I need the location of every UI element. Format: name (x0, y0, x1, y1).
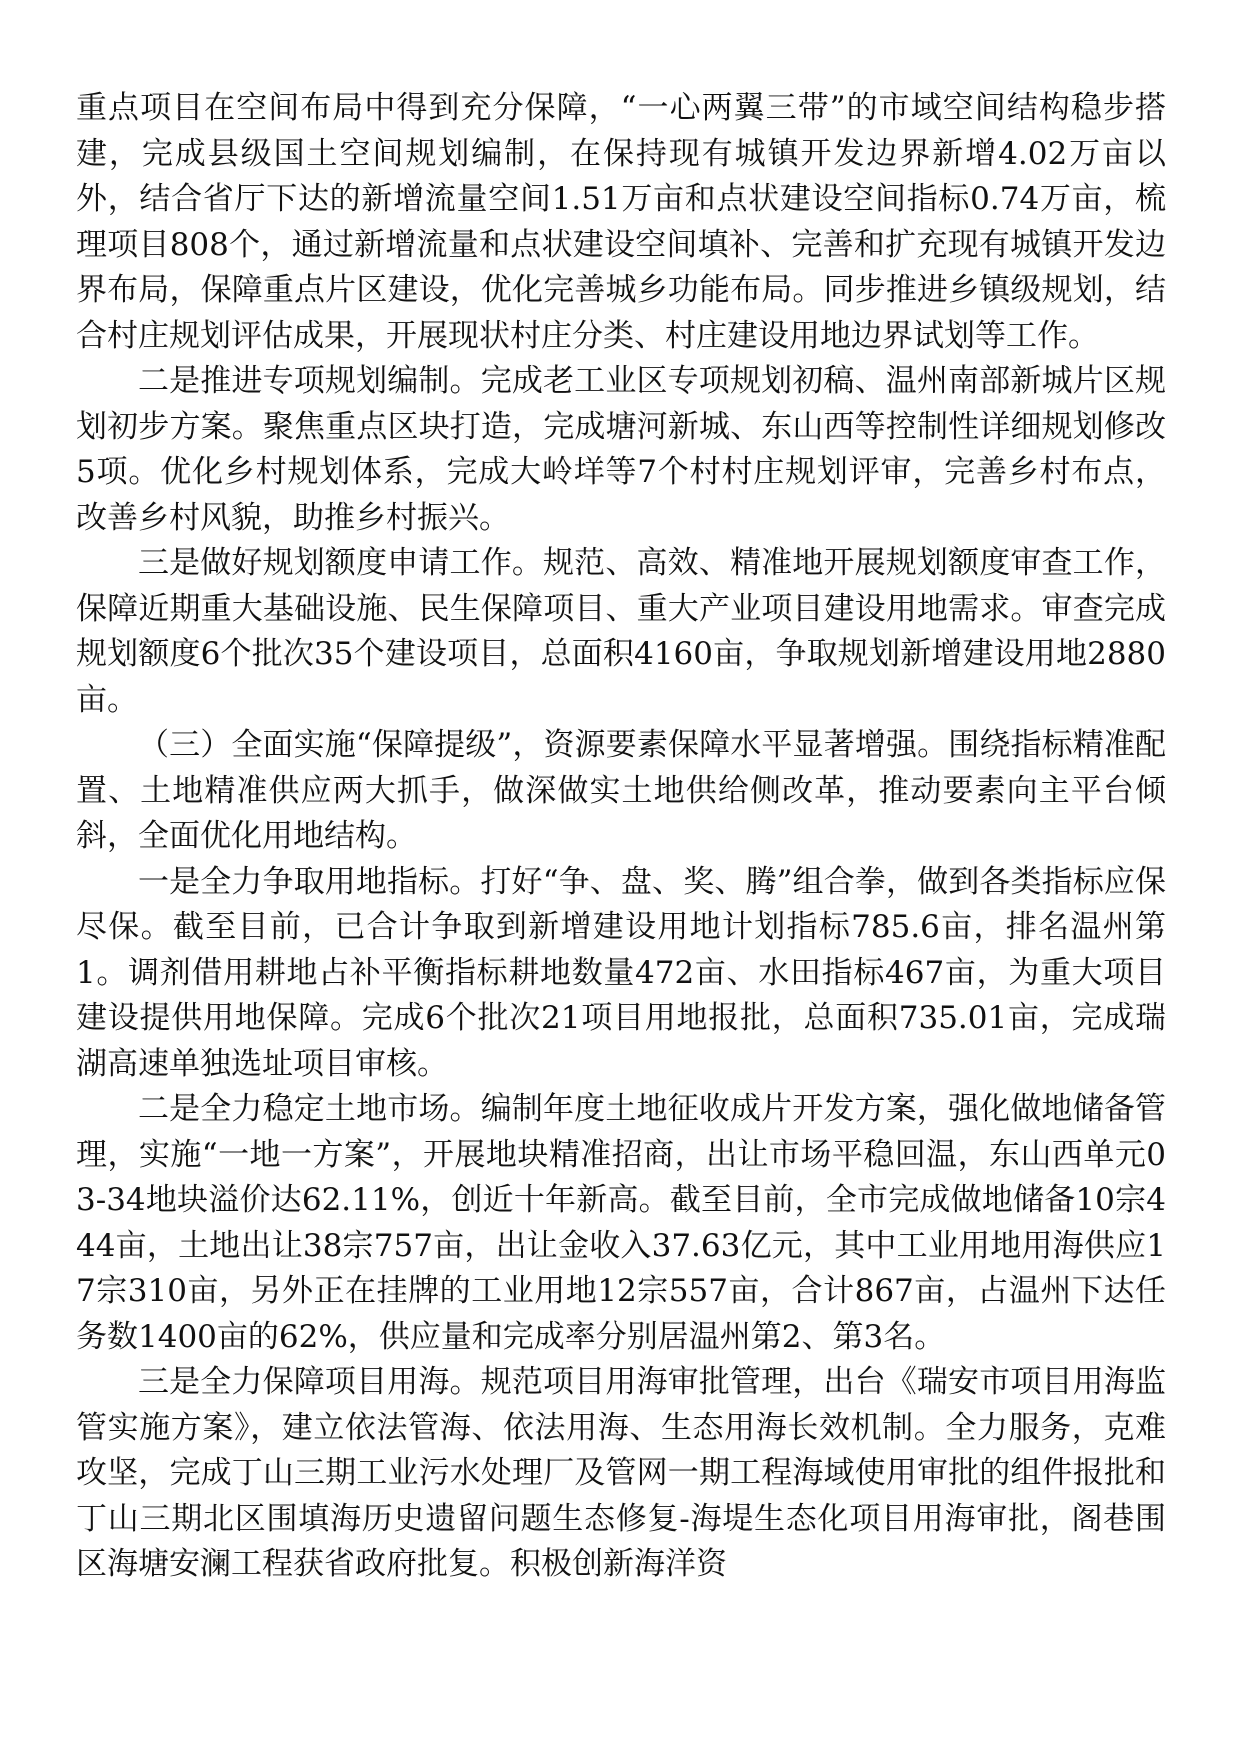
paragraph-land-indicators: 一是全力争取用地指标。打好“争、盘、奖、腾”组合拳，做到各类指标应保尽保。截至目前，已合计争取到新增建设用地计划指标785.6亩，排名温州第1。调剂借用耕地占补平衡指标耕地数量472亩、水田指标467亩，为重大项目建设提供用地保障。完成6个批次21项目用地报批，总面积735.01亩，完成瑞湖高速单独选址项目审核。 (76, 863, 1166, 1082)
paragraph-special-planning: 二是推进专项规划编制。完成老工业区专项规划初稿、温州南部新城片区规划初步方案。聚焦重点区块打造，完成塘河新城、东山西等控制性详细规划修改5项。优化乡村规划体系，完成大岭垟等7个村村庄规划评审，完善乡村布点，改善乡村风貌，助推乡村振兴。 (76, 363, 1166, 536)
paragraph-sea-use: 三是全力保障项目用海。规范项目用海审批管理，出台《瑞安市项目用海监管实施方案》，建立依法管海、依法用海、生态用海长效机制。全力服务，克难攻坚，完成丁山三期工业污水处理厂及管网一期工程海域使用审批的组件报批和丁山三期北区围填海历史遗留问题生态修复-海堤生态化项目用海审批，阁巷围区海塘安澜工程获省政府批复。积极创新海洋资 (76, 1364, 1166, 1582)
paragraph-planning-quota: 三是做好规划额度申请工作。规范、高效、精准地开展规划额度审查工作，保障近期重大基础设施、民生保障项目、重大产业项目建设用地需求。审查完成规划额度6个批次35个建设项目，总面积4160亩，争取规划新增建设用地2880亩。 (76, 545, 1166, 718)
document-page (76, 86, 1166, 1588)
paragraph-section-heading-3: （三）全面实施“保障提级”，资源要素保障水平显著增强。围绕指标精准配置、土地精准供应两大抓手，做深做实土地供给侧改革，推动要素向主平台倾斜，全面优化用地结构。 (76, 727, 1166, 854)
paragraph-land-market: 二是全力稳定土地市场。编制年度土地征收成片开发方案，强化做地储备管理，实施“一地一方案”，开展地块精准招商，出让市场平稳回温，东山西单元03-34地块溢价达62.11%，创近十年新高。截至目前，全市完成做地储备10宗444亩，土地出让38宗757亩，出让金收入37.63亿元，其中工业用地用海供应17宗310亩，另外正在挂牌的工业用地12宗557亩，合计867亩，占温州下达任务数1400亩的62%，供应量和完成率分别居温州第2、第3名。 (76, 1091, 1166, 1355)
paragraph-planning-layout: 重点项目在空间布局中得到充分保障，“一心两翼三带”的市域空间结构稳步搭建，完成县级国土空间规划编制，在保持现有城镇开发边界新增4.02万亩以外，结合省厅下达的新增流量空间1.51万亩和点状建设空间指标0.74万亩，梳理项目808个，通过新增流量和点状建设空间填补、完善和扩充现有城镇开发边界布局，保障重点片区建设，优化完善城乡功能布局。同步推进乡镇级规划，结合村庄规划评估成果，开展现状村庄分类、村庄建设用地边界试划等工作。 (76, 90, 1166, 354)
